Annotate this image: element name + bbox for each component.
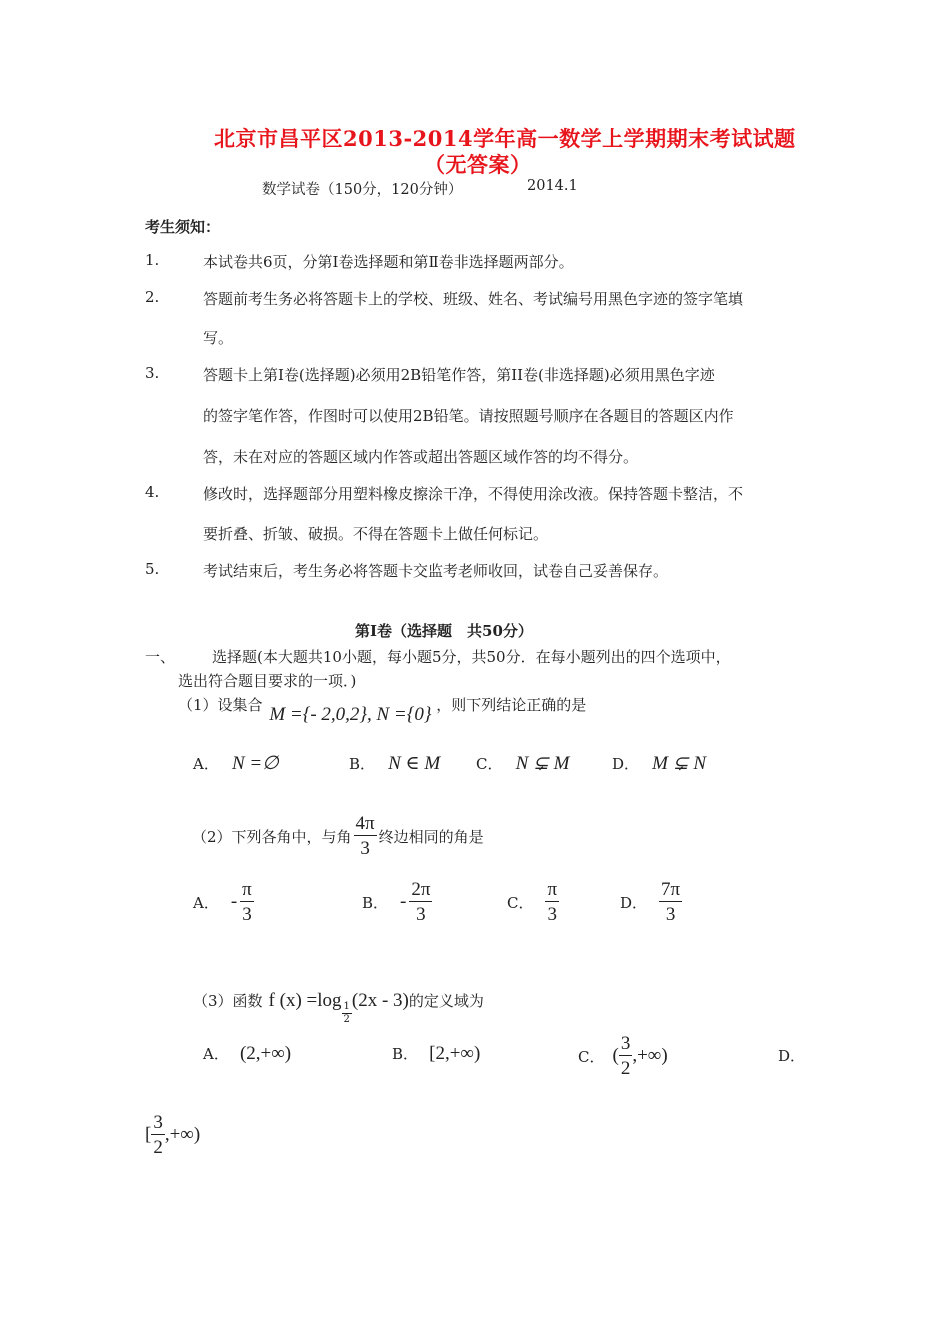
q2-option-c xyxy=(507,880,559,924)
q3-option-a xyxy=(203,1043,291,1065)
option-label: C． xyxy=(578,1047,605,1066)
option-rest: ,+∞) xyxy=(164,1124,201,1145)
q1-stem xyxy=(178,694,587,725)
option-label: A． xyxy=(193,755,219,773)
notice-line: 的签字笔作答，作图时可以使用2B铅笔。请按照题号顺序在各题目的答题区内作 xyxy=(203,407,734,425)
q3-stem xyxy=(193,976,484,1025)
option-sign: - xyxy=(230,891,238,912)
notice-line: 考试结束后，考生务必将答题卡交监考老师收回，试卷自己妥善保存。 xyxy=(203,562,669,580)
q2-option-d xyxy=(620,880,682,924)
notice-line: 要折叠、折皱、破损。不得在答题卡上做任何标记。 xyxy=(203,525,549,543)
part-instruction-line1: 选择题(本大题共10小题，每小题5分，共50分．在每小题列出的四个选项中， xyxy=(212,648,731,666)
fraction-denominator: 2 xyxy=(343,1014,350,1025)
q1-suffix: ，则下列结论正确的是 xyxy=(436,696,587,714)
option-label: B． xyxy=(362,893,389,912)
option-label: C． xyxy=(476,755,503,773)
q2-option-b xyxy=(362,880,432,924)
fraction-numerator: 3 xyxy=(620,1033,631,1054)
q3-function-arg: (2x - 3) xyxy=(351,989,409,1011)
fraction-denominator: 3 xyxy=(242,904,252,925)
option-open-bracket: ( xyxy=(612,1045,619,1066)
section-heading: 第Ⅰ卷（选择题 共50分） xyxy=(355,622,533,640)
option-fraction xyxy=(240,880,254,924)
q1-prefix: （1）设集合 xyxy=(178,696,263,714)
option-rest: ,+∞) xyxy=(632,1045,668,1066)
fraction-numerator: 2π xyxy=(411,879,431,900)
option-expression: N ∈ M xyxy=(388,753,441,774)
notice-num: 5. xyxy=(145,560,160,578)
notice-heading: 考生须知： xyxy=(145,218,221,236)
part-number: 一、 xyxy=(145,648,176,666)
option-label: D． xyxy=(612,755,640,773)
fraction-numerator: π xyxy=(547,879,558,900)
q1-set-expression: M ={- 2,0,2}, N ={0} xyxy=(269,704,432,725)
fraction-denominator: 3 xyxy=(360,838,370,859)
exam-info: 数学试卷（150分，120分钟） xyxy=(262,182,463,198)
fraction-numerator: 3 xyxy=(153,1112,163,1133)
q1-option-b xyxy=(349,752,440,775)
notice-num: 4. xyxy=(145,483,160,501)
document-title-line2: （无答案） xyxy=(424,152,532,177)
q2-angle-fraction xyxy=(354,814,377,858)
option-expression: (2,+∞) xyxy=(239,1043,292,1064)
option-expression: N ⊊ M xyxy=(515,753,570,774)
option-label: A． xyxy=(193,893,219,912)
fraction-numerator: 7π xyxy=(661,879,681,900)
fraction-denominator: 2 xyxy=(620,1058,631,1079)
fraction-denominator: 3 xyxy=(665,904,676,925)
option-fraction xyxy=(619,1034,633,1078)
q3-option-d-label: D． xyxy=(778,1047,806,1065)
option-expression: M ⊊ N xyxy=(652,753,707,774)
option-fraction xyxy=(659,880,682,924)
q3-option-c xyxy=(578,1034,668,1078)
q1-option-d xyxy=(612,752,706,775)
notice-line: 答，未在对应的答题区域内作答或超出答题区域作答的均不得分。 xyxy=(203,448,639,466)
q1-option-c xyxy=(476,752,570,775)
option-fraction xyxy=(151,1113,165,1157)
q2-option-a xyxy=(193,880,254,924)
option-expression: [2,+∞) xyxy=(429,1043,481,1064)
option-label: C． xyxy=(507,893,534,912)
notice-num: 2. xyxy=(145,288,160,306)
option-label: B． xyxy=(392,1045,419,1063)
option-open-bracket: [ xyxy=(145,1124,152,1145)
q3-option-d-expression xyxy=(145,1113,200,1157)
notice-num: 3. xyxy=(145,364,160,382)
notice-num: 1. xyxy=(145,251,160,269)
fraction-numerator: 1 xyxy=(343,1001,350,1012)
fraction-numerator: 4π xyxy=(355,813,375,834)
q1-option-a xyxy=(193,752,279,775)
option-label: A． xyxy=(203,1045,229,1063)
exam-date: 2014.1 xyxy=(527,178,578,194)
option-label: B． xyxy=(349,755,376,773)
q3-log-base xyxy=(342,1002,352,1025)
q3-suffix: 的定义域为 xyxy=(408,992,484,1010)
q3-function-lhs: f (x) =log xyxy=(268,989,342,1011)
q2-stem xyxy=(192,814,484,858)
q2-prefix: （2）下列各角中，与角 xyxy=(192,827,352,846)
notice-line: 本试卷共6页，分第Ⅰ卷选择题和第Ⅱ卷非选择题两部分。 xyxy=(203,253,574,271)
option-fraction xyxy=(545,880,559,924)
fraction-numerator: π xyxy=(242,879,252,900)
notice-line: 答题前考生务必将答题卡上的学校、班级、姓名、考试编号用黑色字迹的签字笔填 xyxy=(203,290,744,308)
fraction-denominator: 3 xyxy=(416,904,426,925)
option-expression: N =∅ xyxy=(231,753,279,774)
option-label: D． xyxy=(620,893,648,912)
notice-line: 修改时，选择题部分用塑料橡皮擦涂干净，不得使用涂改液。保持答题卡整洁，不 xyxy=(203,485,744,503)
fraction-denominator: 3 xyxy=(547,904,558,925)
option-sign: - xyxy=(400,891,407,912)
option-fraction xyxy=(409,880,432,924)
notice-line: 答题卡上第I卷(选择题)必须用2B铅笔作答，第II卷(非选择题)必须用黑色字迹 xyxy=(203,366,715,384)
q3-prefix: （3）函数 xyxy=(193,992,263,1010)
notice-line: 写。 xyxy=(203,329,234,347)
q3-option-b xyxy=(392,1043,480,1065)
document-title-line1: 北京市昌平区2013-2014学年高一数学上学期期末考试试题 xyxy=(214,126,796,151)
fraction-denominator: 2 xyxy=(153,1137,163,1158)
q2-suffix: 终边相同的角是 xyxy=(378,827,484,846)
part-instruction-line2: 选出符合题目要求的一项．) xyxy=(178,672,357,690)
